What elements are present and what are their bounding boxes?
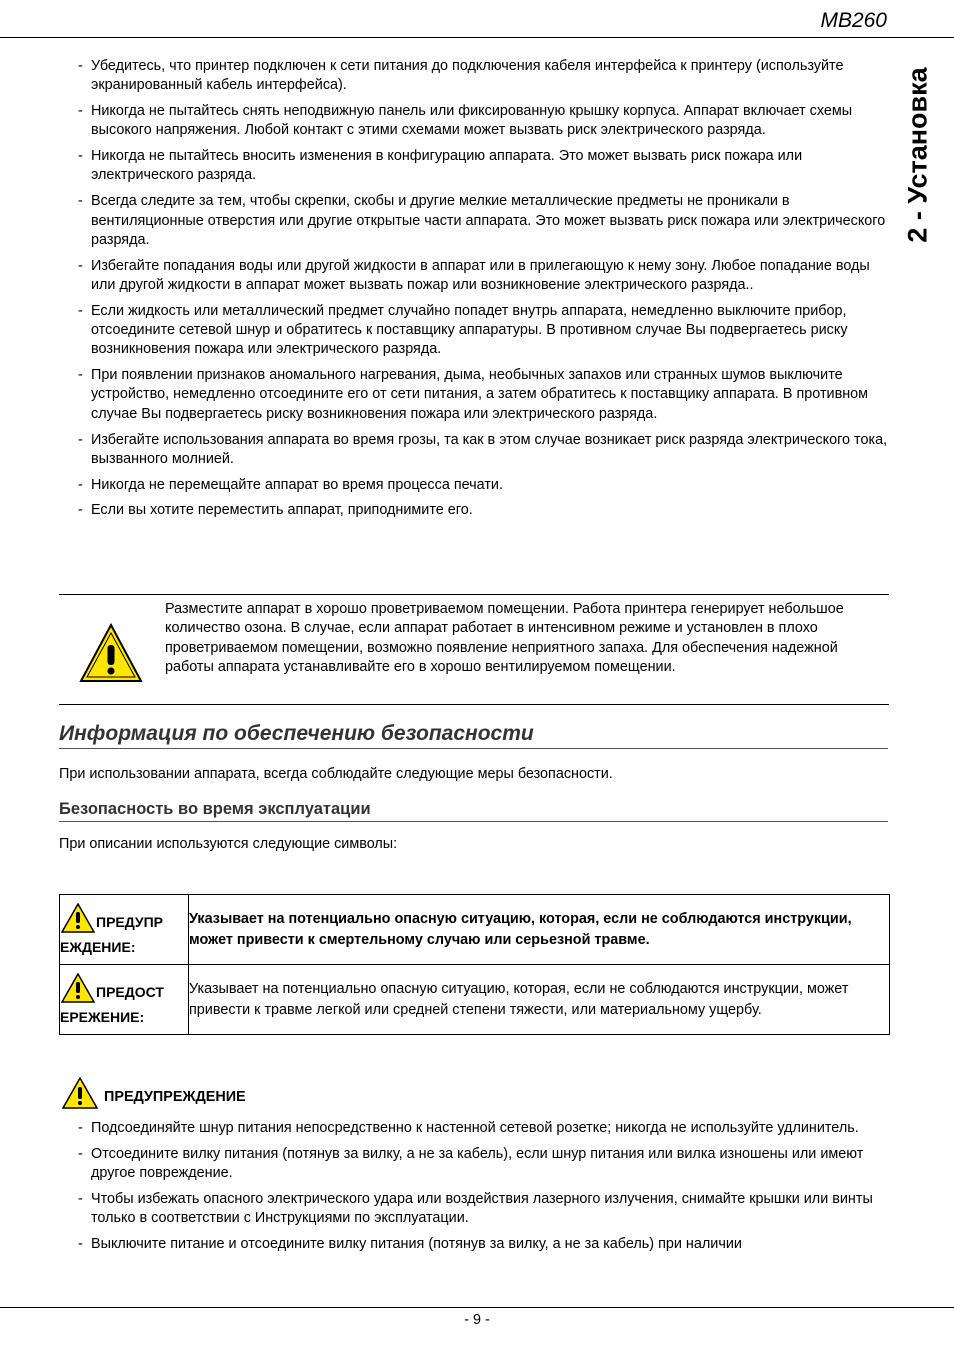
list-item: - Никогда не перемещайте аппарат во время процесса печати. [78, 476, 503, 493]
list-item: - Если жидкость или металлический предмет случайно попадет внутрь аппарата, немедленно выключите прибор, отсоедините сетевой шнур и обратитесь к поставщику аппаратуры. В противном случае Вы подвергаетесь риску возникновения пожара или электрического разряда. [78, 302, 848, 358]
ventilation-note [59, 594, 889, 705]
list-item: - Избегайте попадания воды или другой жидкости в аппарат или в прилегающую к нему зону. Любое попадание воды или другой жидкости в аппарат может вызвать пожар или возникновение электрического разряда.. [78, 257, 870, 293]
table-row [60, 895, 890, 965]
warning-triangle-icon [79, 623, 143, 687]
list-item: - При появлении признаков аномального нагревания, дыма, необычных запахов или странных шумов выключите устройство, немедленно отсоедините его от сети питания, а затем обратитесь к поставщику аппарата. В противном случае Вы подвергаетесь риску возникновения пожара или электрического разряда. [78, 367, 869, 422]
warning-heading-label: ПРЕДУПРЕЖДЕНИЕ [104, 1088, 246, 1105]
list-item: - Чтобы избежать опасного электрического удара или воздействия лазерного излучения, снимайте крышки или винты только в соответствии с Инструкциями по эксплуатации. [78, 1190, 873, 1227]
symbol-label-cell [60, 965, 189, 1035]
section-title: Информация по обеспечению безопасности [59, 722, 888, 749]
warning-heading [62, 1077, 246, 1109]
symbol-description: Указывает на потенциально опасную ситуацию, которая, если не соблюдаются инструкции, может привести к травме легкой или средней степени тяжести, или материальному ущербу. [189, 965, 890, 1035]
table-row [60, 965, 890, 1035]
list-item: - Если вы хотите переместить аппарат, приподнимите его. [78, 502, 473, 519]
list-item: - Выключите питание и отсоедините вилку питания (потянув за вилку, а не за кабель) при наличии [78, 1235, 742, 1252]
list-item: - Убедитесь, что принтер подключен к сети питания до подключения кабеля интерфейса к принтеру (используйте экранированный кабель интерфейса). [78, 58, 844, 94]
note-text: Разместите аппарат в хорошо проветриваемом помещении. Работа принтера генерирует небольшое количество озона. В случае, если аппарат работает в интенсивном режиме и установлен в плохо проветриваемом помещении, возможно появление неприятного запаха. Для обеспечения надежной работы аппарата устанавливайте его в хорошо вентилируемом помещении. [165, 601, 844, 676]
symbol-description: Указывает на потенциально опасную ситуацию, которая, если не соблюдаются инструкции, может привести к смертельному случаю или серьезной травме. [189, 895, 890, 965]
warning-triangle-icon [61, 973, 95, 1008]
list-item: - Никогда не пытайтесь вносить изменения в конфигурацию аппарата. Это может вызвать риск пожара или электрического разряда. [78, 148, 803, 184]
subsection-intro: При описании используются следующие символы: [59, 836, 398, 852]
subsection-title: Безопасность во время эксплуатации [59, 800, 888, 822]
bullet-list-bottom [78, 1119, 890, 1261]
symbols-table [59, 894, 890, 1035]
warning-triangle-icon [61, 903, 95, 938]
symbol-label: ЕЖДЕНИЕ: [60, 938, 136, 955]
warning-triangle-icon [62, 1085, 102, 1101]
list-item: - Отсоедините вилку питания (потянув за вилку, а не за кабель), если шнур питания или вилка изношены или имеют другое повреждение. [78, 1145, 864, 1182]
bullet-list-top [78, 57, 890, 527]
symbol-label: ПРЕДУПР [96, 913, 163, 930]
list-item: - Подсоединяйте шнур питания непосредственно к настенной сетевой розетке; никогда не используйте удлинитель. [78, 1120, 859, 1136]
chapter-title: 2 - Установка [902, 67, 933, 243]
symbol-label-cell [60, 895, 189, 965]
page-number: - 9 - [464, 1312, 490, 1328]
list-item: - Всегда следите за тем, чтобы скрепки, скобы и другие мелкие металлические предметы не проникали в вентиляционные отверстия или другие открытые части аппарата. Это может вызвать риск пожара или электрического разряда. [78, 193, 886, 248]
header-rule [0, 37, 954, 38]
section-intro: При использовании аппарата, всегда соблюдайте следующие меры безопасности. [59, 766, 613, 782]
list-item: - Никогда не пытайтесь снять неподвижную панель или фиксированную крышку корпуса. Аппарат включает схемы высокого напряжения. Любой контакт с этими схемами может вызвать риск электрического разряда. [78, 103, 853, 139]
list-item: - Избегайте использования аппарата во время грозы, та как в этом случае возникает риск разряда электрического тока, вызванного молнией. [78, 431, 888, 467]
model-name: MB260 [820, 9, 887, 32]
footer-rule [0, 1307, 954, 1308]
symbol-label: ПРЕДОСТ [96, 983, 164, 1000]
symbol-label: ЕРЕЖЕНИЕ: [60, 1008, 145, 1025]
chapter-tab [898, 60, 938, 250]
